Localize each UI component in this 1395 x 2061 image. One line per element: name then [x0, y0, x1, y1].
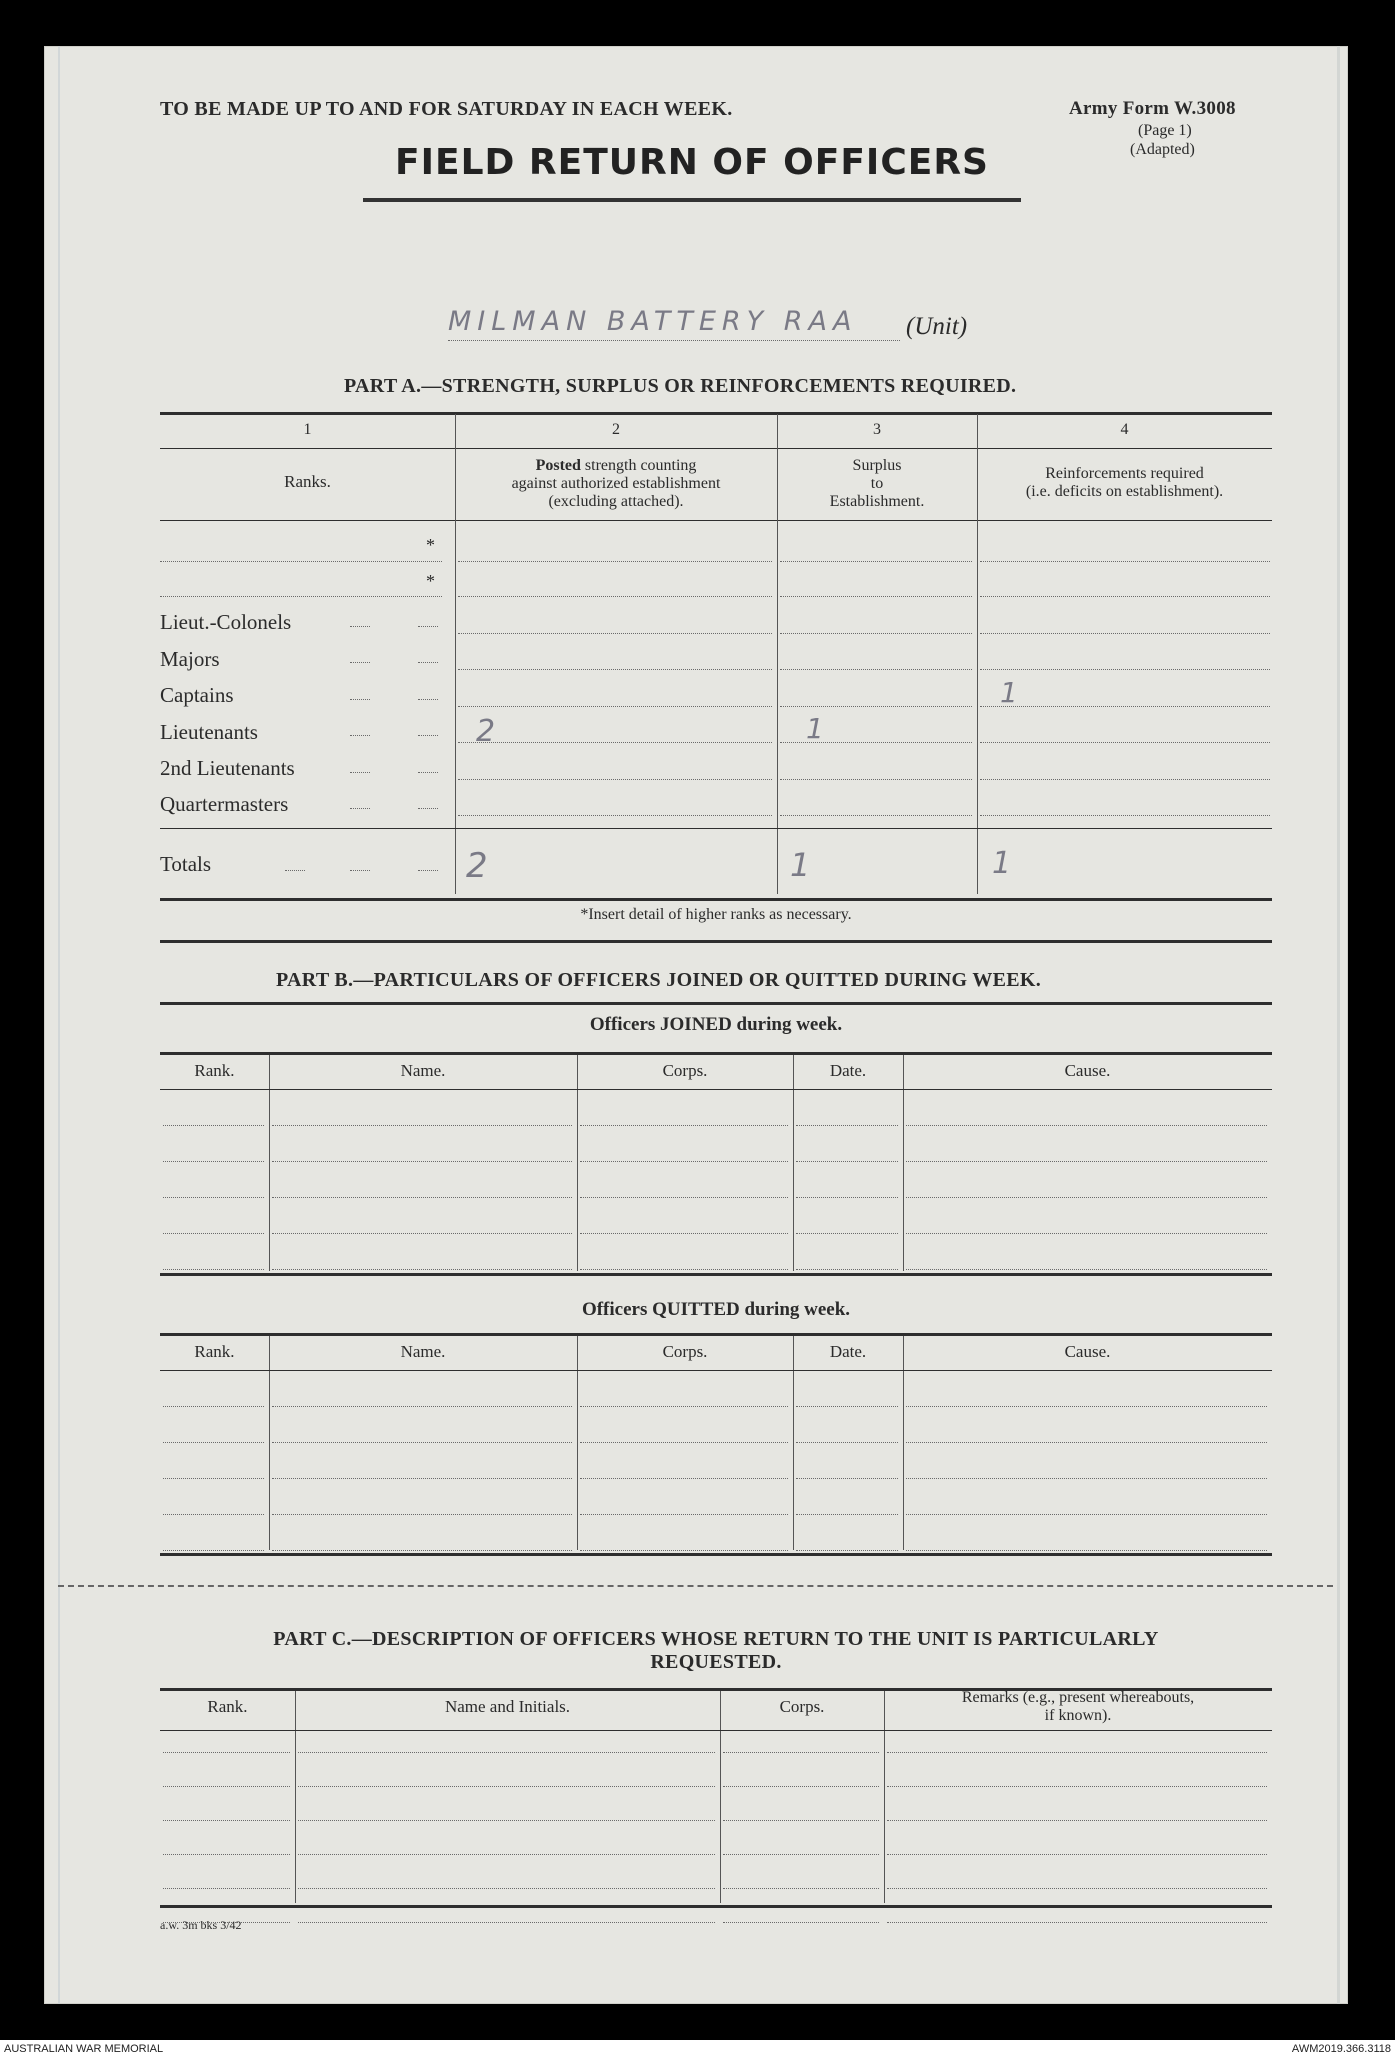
joined-bottom-rule	[160, 1273, 1272, 1276]
row-dotted-line	[980, 815, 1270, 816]
row-dotted-line	[723, 1922, 879, 1923]
lieutenants-posted: 2	[476, 714, 496, 749]
part-b-rule	[160, 1002, 1272, 1005]
col-number-2: 2	[612, 421, 620, 438]
joined-title: Officers JOINED during week.	[589, 1014, 843, 1035]
footer-left: AUSTRALIAN WAR MEMORIAL	[4, 2043, 164, 2055]
col-header-remarks	[884, 1689, 1272, 1725]
col-number-rule	[160, 448, 1272, 449]
row-dotted-line	[796, 1161, 898, 1162]
leader-dots	[418, 772, 438, 773]
row-dotted-line	[580, 1269, 788, 1270]
row-dotted-line	[272, 1233, 572, 1234]
row-dotted-line	[723, 1820, 879, 1821]
quitted-title: Officers QUITTED during week.	[581, 1299, 851, 1320]
row-dotted-line	[980, 633, 1270, 634]
remarks-line1: Remarks (e.g., present whereabouts,	[961, 1689, 1195, 1706]
row-dotted-line	[887, 1922, 1267, 1923]
col-header-ranks: Ranks.	[284, 472, 331, 491]
row-dotted-line	[887, 1888, 1267, 1889]
row-dotted-line	[906, 1125, 1267, 1126]
row-dotted-line	[458, 779, 772, 780]
rank-label: Quartermasters	[160, 792, 289, 816]
top-instruction: TO BE MADE UP TO AND FOR SATURDAY IN EACH WEEK.	[160, 98, 733, 120]
row-dotted-line	[796, 1442, 898, 1443]
col-number-3: 3	[873, 421, 881, 438]
col-divider	[793, 1336, 794, 1550]
row-dotted-line	[906, 1269, 1267, 1270]
col-header-posted	[455, 457, 777, 511]
col-header-reinforcements	[977, 465, 1272, 501]
row-dotted-line	[796, 1197, 898, 1198]
leader-dots	[350, 626, 370, 627]
row-dotted-line	[163, 1820, 290, 1821]
row-dotted-line	[580, 1161, 788, 1162]
row-dotted-line	[272, 1478, 572, 1479]
row-dotted-line	[163, 1786, 290, 1787]
row-dotted-line	[723, 1854, 879, 1855]
captains-reinforcements: 1	[1000, 676, 1018, 709]
row-dotted-line	[906, 1514, 1267, 1515]
posted-bold: Posted	[535, 457, 581, 474]
surplus-line1: Surplus	[852, 457, 902, 474]
row-dotted-line	[780, 669, 972, 670]
col-header-cause: Cause.	[1064, 1342, 1111, 1361]
leader-dots	[350, 870, 370, 871]
printer-code: a.w. 3m bks 3/42	[160, 1918, 242, 1932]
star-mark: *	[426, 535, 435, 555]
row-dotted-line	[796, 1269, 898, 1270]
col-header-corps: Corps.	[779, 1697, 825, 1716]
row-dotted-line	[887, 1786, 1267, 1787]
row-dotted-line	[298, 1888, 715, 1889]
lieutenants-surplus: 1	[806, 712, 824, 745]
row-dotted-line	[272, 1550, 572, 1551]
col-divider	[455, 414, 456, 894]
row-dotted-line	[298, 1922, 715, 1923]
row-dotted-line	[796, 1550, 898, 1551]
row-dotted-line	[780, 596, 972, 597]
header-bottom-rule	[160, 520, 1272, 521]
row-dotted-line	[163, 1514, 264, 1515]
totals-posted: 2	[466, 846, 488, 886]
posted-line1: strength counting	[580, 457, 697, 474]
row-dotted-line	[906, 1406, 1267, 1407]
row-dotted-line	[906, 1233, 1267, 1234]
unit-value: MILMAN BATTERY RAA	[448, 306, 858, 337]
row-dotted-line	[906, 1442, 1267, 1443]
row-dotted-line	[980, 779, 1270, 780]
row-dotted-line	[580, 1197, 788, 1198]
form-adapted: (Adapted)	[1130, 141, 1195, 158]
footer-bar	[0, 2040, 1395, 2061]
part-c-heading-line1: PART C.—DESCRIPTION OF OFFICERS WHOSE RETURN TO THE UNIT IS PARTICULARLY	[273, 1628, 1159, 1650]
part-c-bottom-rule	[160, 1905, 1272, 1908]
surplus-line2: to	[870, 475, 884, 492]
row-dotted-line	[458, 633, 772, 634]
row-dotted-line	[272, 1161, 572, 1162]
row-dotted-line	[298, 1820, 715, 1821]
header-rule	[160, 1730, 1272, 1731]
leader-dots	[350, 808, 370, 809]
fold-line	[1337, 46, 1340, 2004]
leader-dots	[350, 772, 370, 773]
col-header-date: Date.	[829, 1342, 867, 1361]
form-page: (Page 1)	[1138, 122, 1192, 139]
col-header-surplus	[777, 457, 977, 511]
row-dotted-line	[580, 1125, 788, 1126]
row-dotted-line	[163, 1478, 264, 1479]
col-divider	[977, 414, 978, 894]
col-divider	[269, 1336, 270, 1550]
rank-label: Majors	[160, 647, 220, 671]
row-dotted-line	[458, 706, 772, 707]
reinf-line2: (i.e. deficits on establishment).	[1025, 483, 1224, 500]
part-a-end-rule	[160, 940, 1272, 943]
header-rule	[160, 1089, 1272, 1090]
rank-label: 2nd Lieutenants	[160, 756, 295, 780]
row-dotted-line	[272, 1514, 572, 1515]
col-header-date: Date.	[829, 1061, 867, 1080]
row-dotted-line	[796, 1125, 898, 1126]
row-dotted-line	[163, 1888, 290, 1889]
row-dotted-line	[458, 669, 772, 670]
row-dotted-line	[796, 1233, 898, 1234]
quitted-bottom-rule	[160, 1553, 1272, 1556]
leader-dots	[350, 735, 370, 736]
row-dotted-line	[163, 1442, 264, 1443]
row-dotted-line	[272, 1197, 572, 1198]
col-header-corps: Corps.	[662, 1342, 708, 1361]
part-a-heading: PART A.—STRENGTH, SURPLUS OR REINFORCEMENTS REQUIRED.	[344, 375, 1017, 397]
footer-right: AWM2019.366.3118	[1291, 2043, 1391, 2055]
totals-label: Totals	[160, 852, 212, 876]
col-header-name-initials: Name and Initials.	[444, 1697, 571, 1716]
row-dotted-line	[887, 1752, 1267, 1753]
row-dotted-line	[780, 561, 972, 562]
leader-dots	[418, 870, 438, 871]
row-dotted-line	[458, 596, 772, 597]
rank-label: Lieutenants	[160, 720, 258, 744]
part-a-footnote: *Insert detail of higher ranks as necessary.	[580, 906, 852, 923]
row-dotted-line	[723, 1752, 879, 1753]
row-dotted-line	[458, 815, 772, 816]
row-dotted-line	[580, 1442, 788, 1443]
col-divider	[903, 1055, 904, 1271]
row-dotted-line	[580, 1514, 788, 1515]
row-dotted-line	[780, 779, 972, 780]
row-dotted-line	[163, 1752, 290, 1753]
row-dotted-line	[580, 1406, 788, 1407]
leader-dots	[418, 699, 438, 700]
row-dotted-line	[163, 1233, 264, 1234]
unit-label: (Unit)	[906, 313, 968, 340]
row-dotted-line	[298, 1854, 715, 1855]
part-a-top-rule	[160, 412, 1272, 415]
part-c-heading-line2: REQUESTED.	[650, 1651, 782, 1673]
col-divider	[793, 1055, 794, 1271]
row-dotted-line	[796, 1514, 898, 1515]
totals-top-rule	[160, 828, 1272, 829]
row-dotted-line	[272, 1125, 572, 1126]
row-dotted-line	[298, 1752, 715, 1753]
leader-dots	[418, 735, 438, 736]
col-header-rank: Rank.	[194, 1061, 235, 1080]
row-dotted-line	[980, 742, 1270, 743]
row-dotted-line	[980, 596, 1270, 597]
unit-dotted-line	[448, 340, 900, 341]
row-dotted-line	[980, 561, 1270, 562]
col-header-rank: Rank.	[194, 1342, 235, 1361]
col-header-rank: Rank.	[207, 1697, 248, 1716]
row-dotted-line	[298, 1786, 715, 1787]
joined-top-rule	[160, 1052, 1272, 1055]
col-header-corps: Corps.	[662, 1061, 708, 1080]
row-dotted-line	[160, 596, 442, 597]
col-divider	[903, 1336, 904, 1550]
rank-label: Captains	[160, 683, 234, 707]
row-dotted-line	[580, 1233, 788, 1234]
row-dotted-line	[906, 1161, 1267, 1162]
col-divider	[269, 1055, 270, 1271]
col-divider	[577, 1336, 578, 1550]
leader-dots	[418, 626, 438, 627]
col-divider	[577, 1055, 578, 1271]
row-dotted-line	[906, 1197, 1267, 1198]
row-dotted-line	[458, 742, 772, 743]
part-a-bottom-rule	[160, 898, 1272, 901]
row-dotted-line	[163, 1269, 264, 1270]
col-number-1: 1	[303, 421, 312, 438]
row-dotted-line	[580, 1550, 788, 1551]
leader-dots	[285, 870, 305, 871]
row-dotted-line	[272, 1442, 572, 1443]
part-b-heading: PART B.—PARTICULARS OF OFFICERS JOINED OR QUITTED DURING WEEK.	[276, 969, 1042, 991]
row-dotted-line	[780, 706, 972, 707]
posted-line3: (excluding attached).	[548, 493, 684, 510]
row-dotted-line	[163, 1197, 264, 1198]
row-dotted-line	[906, 1550, 1267, 1551]
title-underline	[363, 198, 1021, 202]
row-dotted-line	[780, 815, 972, 816]
row-dotted-line	[160, 561, 442, 562]
row-dotted-line	[780, 633, 972, 634]
row-dotted-line	[163, 1550, 264, 1551]
rank-label: Lieut.-Colonels	[160, 610, 292, 634]
star-mark: *	[426, 571, 435, 591]
row-dotted-line	[163, 1161, 264, 1162]
leader-dots	[418, 808, 438, 809]
col-number-4: 4	[1120, 421, 1129, 438]
reinf-line1: Reinforcements required	[1045, 465, 1204, 482]
row-dotted-line	[796, 1478, 898, 1479]
col-header-name: Name.	[400, 1061, 446, 1080]
row-dotted-line	[163, 1406, 264, 1407]
leader-dots	[350, 662, 370, 663]
row-dotted-line	[906, 1478, 1267, 1479]
row-dotted-line	[887, 1820, 1267, 1821]
posted-line2: against authorized establishment	[511, 475, 721, 492]
col-divider	[777, 414, 778, 894]
form-number: Army Form W.3008	[1069, 98, 1236, 119]
surplus-line3: Establishment.	[829, 493, 925, 510]
col-header-cause: Cause.	[1064, 1061, 1111, 1080]
row-dotted-line	[580, 1478, 788, 1479]
totals-reinforcements: 1	[992, 846, 1012, 881]
row-dotted-line	[796, 1406, 898, 1407]
row-dotted-line	[980, 669, 1270, 670]
fold-line	[58, 46, 60, 2004]
row-dotted-line	[980, 706, 1270, 707]
col-header-name: Name.	[400, 1342, 446, 1361]
quitted-top-rule	[160, 1333, 1272, 1336]
row-dotted-line	[272, 1269, 572, 1270]
leader-dots	[350, 699, 370, 700]
row-dotted-line	[272, 1406, 572, 1407]
col-divider	[720, 1691, 721, 1903]
row-dotted-line	[458, 561, 772, 562]
col-divider	[295, 1691, 296, 1903]
perforation-line	[58, 1585, 1333, 1587]
form-title: FIELD RETURN OF OFFICERS	[395, 142, 989, 183]
leader-dots	[418, 662, 438, 663]
totals-surplus: 1	[790, 846, 811, 884]
header-rule	[160, 1370, 1272, 1371]
row-dotted-line	[887, 1854, 1267, 1855]
row-dotted-line	[723, 1888, 879, 1889]
row-dotted-line	[163, 1125, 264, 1126]
row-dotted-line	[163, 1854, 290, 1855]
remarks-line2: if known).	[1044, 1707, 1112, 1724]
row-dotted-line	[723, 1786, 879, 1787]
